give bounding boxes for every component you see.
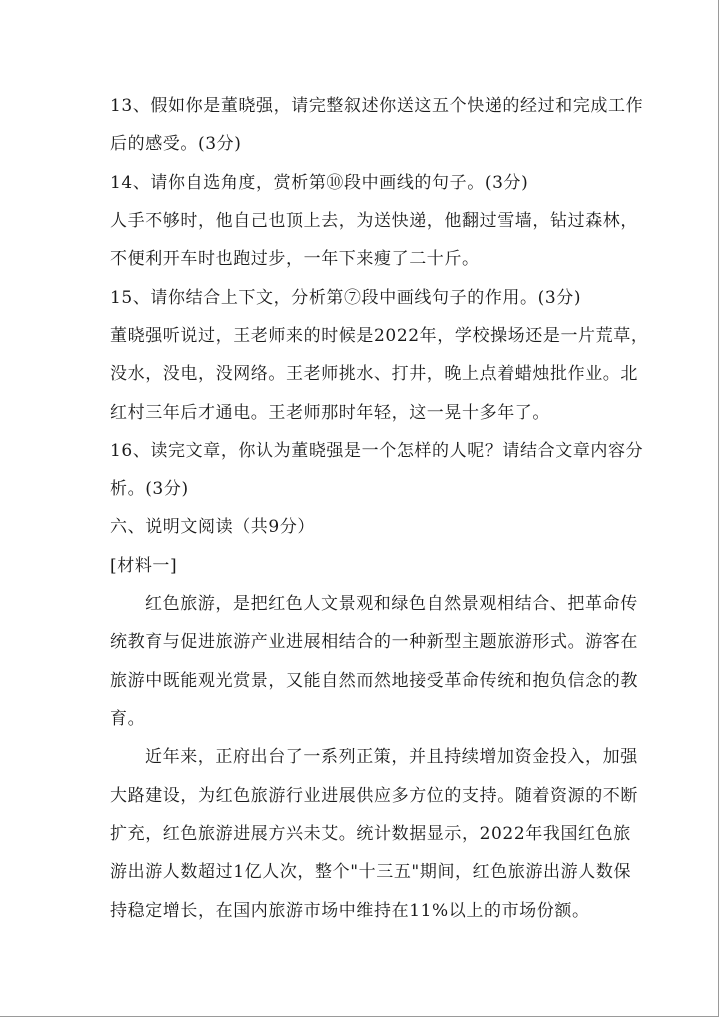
paragraph-2-line-2: 大路建设，为红色旅游行业进展供应多方位的支持。随着资源的不断 [110, 786, 638, 806]
question-15: 15、请你结合上下文，分析第⑦段中画线句子的作用。(3分) [110, 288, 582, 308]
question-14: 14、请你自选角度，赏析第⑩段中画线的句子。(3分) [110, 173, 529, 193]
paragraph-2-line-3: 扩充，红色旅游进展方兴未艾。统计数据显示，2022年我国红色旅 [110, 824, 631, 844]
paragraph-1-line-3: 旅游中既能观光赏景，又能自然而然地接受革命传统和抱负信念的教 [110, 671, 638, 691]
quoted-passage-line-2: 没水，没电，没网络。王老师挑水、打井，晚上点着蜡烛批作业。北 [110, 364, 638, 384]
section-heading: 六、说明文阅读（共9分） [110, 517, 316, 537]
paragraph-1-line-4: 育。 [110, 709, 146, 729]
quoted-passage-line-1: 董晓强听说过，王老师来的时候是2022年，学校操场还是一片荒草， [110, 326, 649, 346]
question-16-line-2: 析。(3分) [110, 479, 189, 499]
question-16-line-1: 16、读完文章，你认为董晓强是一个怎样的人呢？请结合文章内容分 [110, 441, 644, 461]
material-label: [材料一] [110, 556, 178, 576]
quoted-sentence-line-1: 人手不够时，他自己也顶上去，为送快递，他翻过雪墙，钻过森林， [110, 211, 638, 231]
quoted-passage-line-3: 红村三年后才通电。王老师那时年轻，这一晃十多年了。 [110, 403, 550, 423]
paragraph-2-line-4: 游出游人数超过1亿人次，整个"十三五"期间，红色旅游出游人数保 [110, 862, 632, 882]
paragraph-2-line-5: 持稳定增长，在国内旅游市场中维持在11%以上的市场份额。 [110, 901, 590, 921]
question-13-line-1: 13、假如你是董晓强，请完整叙述你送这五个快递的经过和完成工作 [110, 96, 644, 116]
paragraph-1-line-2: 统教育与促进旅游产业进展相结合的一种新型主题旅游形式。游客在 [110, 632, 638, 652]
question-13-line-2: 后的感受。(3分) [110, 134, 242, 154]
paragraph-2-line-1: 近年来，正府出台了一系列正策，并且持续增加资金投入，加强 [145, 747, 638, 767]
quoted-sentence-line-2: 不便利开车时也跑过步，一年下来瘦了二十斤。 [110, 249, 480, 269]
paragraph-1-line-1: 红色旅游，是把红色人文景观和绿色自然景观相结合、把革命传 [145, 594, 638, 614]
